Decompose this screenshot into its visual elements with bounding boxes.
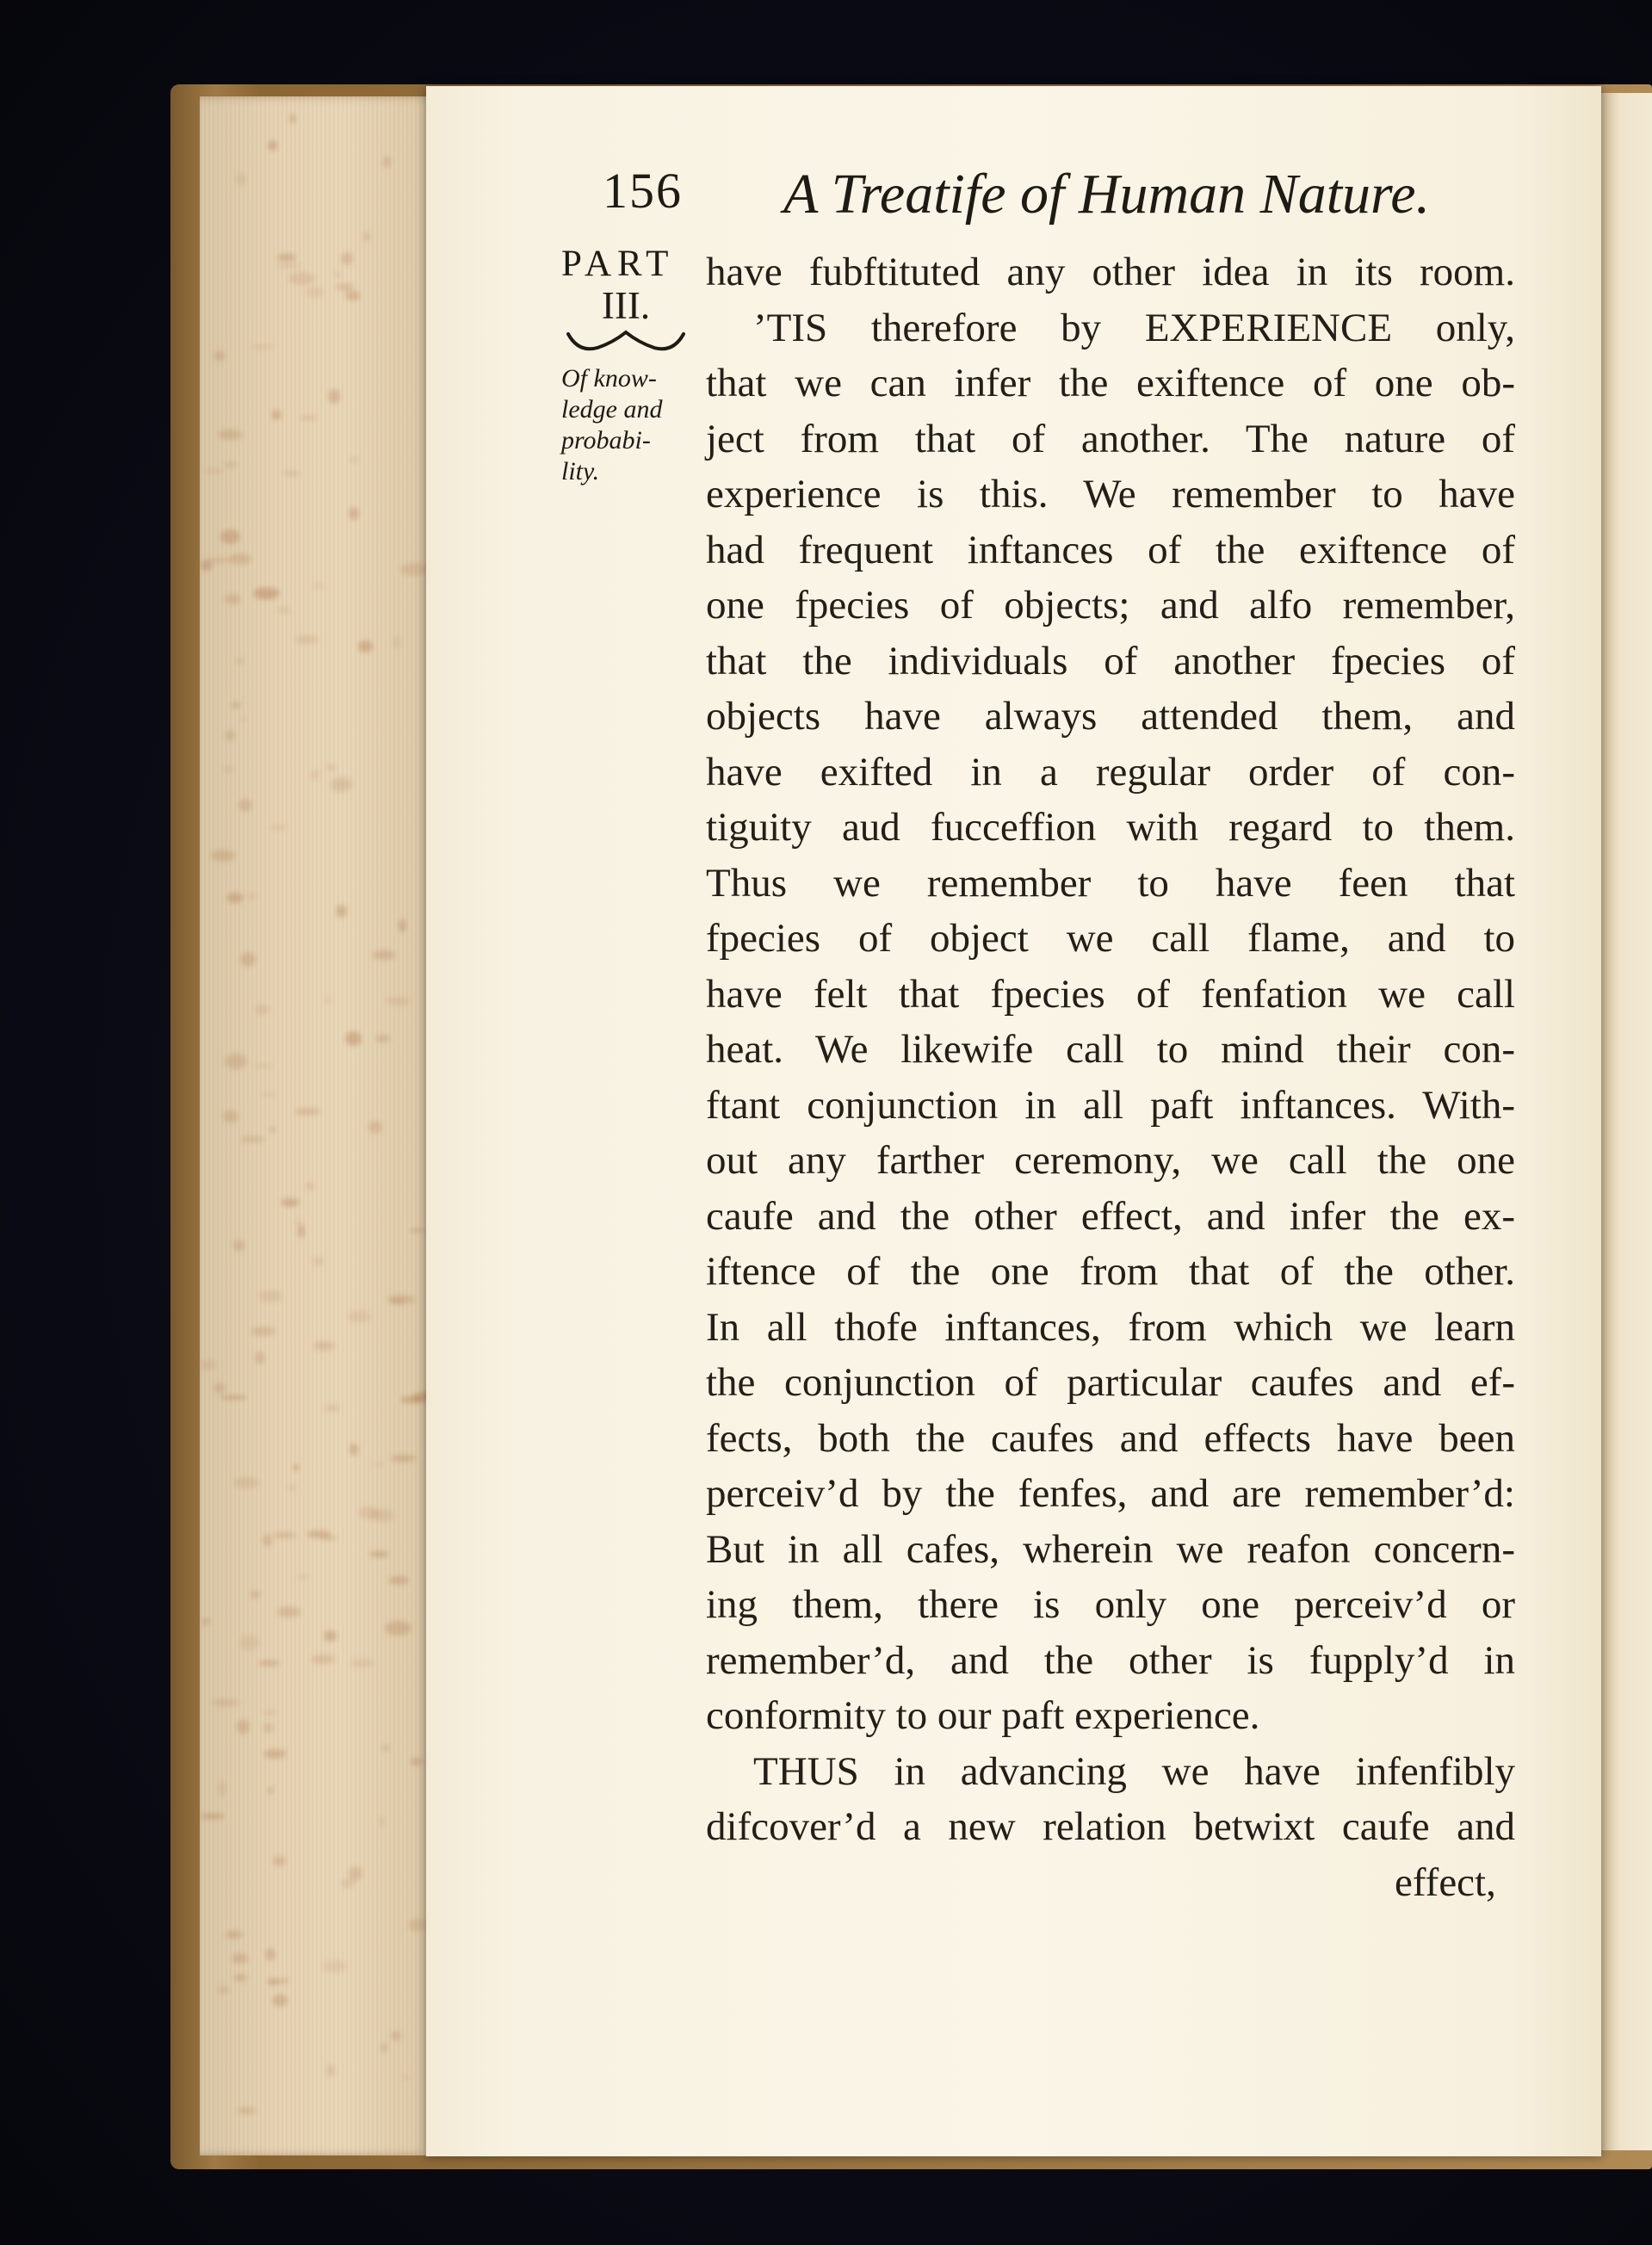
foxing-stain (224, 766, 232, 774)
side-note-line: probabi- (561, 426, 651, 455)
foxing-stain (226, 1931, 243, 1939)
foxing-stain (201, 1360, 217, 1369)
text-line: out any farther ceremony, we call the one (706, 1138, 1515, 1183)
text-line: fpecies of object we call flame, and to (706, 916, 1515, 961)
foxing-stain (400, 1396, 422, 1403)
foxing-stain (313, 1341, 335, 1351)
foxing-stain (211, 850, 236, 862)
side-note-line: lity. (561, 457, 600, 485)
text-line: have fubftituted any other idea in its room. (706, 250, 1515, 294)
foxing-stain (236, 659, 244, 664)
foxing-stain (240, 952, 256, 967)
running-head (603, 162, 1498, 257)
text-line: But in all cafes, wherein we reafon concern- (706, 1526, 1515, 1572)
foxing-stain (328, 389, 340, 404)
foxing-stain (336, 283, 354, 291)
foxing-stain (230, 702, 242, 708)
foxing-stain (220, 1395, 247, 1399)
text-line: ’TIS therefore by EXPERIENCE only, (753, 305, 1515, 350)
foxing-stain (214, 351, 225, 361)
text-line: remember’d, and the other is fupply’d in (706, 1637, 1515, 1683)
page-number: 156 (603, 163, 683, 219)
foxing-stain (251, 1327, 275, 1336)
foxing-stain (295, 1217, 301, 1227)
foxing-stain (410, 1758, 423, 1766)
text-line: heat. We likewife call to mind their con- (706, 1027, 1515, 1072)
foxing-stain (260, 1092, 276, 1097)
foxing-stain (201, 1814, 226, 1819)
foxing-stain (225, 1054, 247, 1069)
text-line: have felt that fpecies of fenfation we call (706, 971, 1515, 1017)
foxing-stain (349, 1866, 362, 1881)
foxing-stain (223, 1110, 238, 1123)
foxing-stain (341, 252, 352, 265)
foxing-stain (225, 462, 237, 467)
text-line: that we can infer the exiftence of one ob- (706, 361, 1515, 405)
foxing-stain (381, 2043, 387, 2053)
foxing-stain (218, 430, 243, 440)
foxing-stain (273, 1856, 286, 1866)
foxing-stain (204, 469, 224, 473)
facing-page-edge (1597, 93, 1652, 2150)
foxing-stain (349, 507, 359, 520)
foxing-stain (325, 1406, 339, 1411)
foxing-stain (379, 1816, 385, 1827)
foxing-stain (281, 1198, 300, 1207)
foxing-stain (383, 156, 391, 168)
side-note-line: ledge and (561, 395, 663, 424)
part-number: III. (601, 284, 651, 327)
foxing-stain (238, 799, 252, 813)
foxing-stain (263, 1722, 273, 1734)
foxing-stain (336, 905, 346, 917)
foxing-stain (393, 636, 400, 649)
text-line: caufe and the other effect, and infer the ex- (706, 1193, 1515, 1239)
foxing-stain (375, 1462, 384, 1467)
foxing-stain (212, 1699, 239, 1706)
margin-note (561, 243, 708, 487)
catchword: effect, (1395, 1860, 1496, 1905)
foxing-stain (362, 232, 370, 241)
text-line: iftence of the one from that of the other. (706, 1249, 1515, 1294)
foxing-stain (331, 777, 351, 792)
foxing-stain (255, 1005, 269, 1016)
foxing-stain (202, 1619, 209, 1624)
side-note-line: Of know- (561, 364, 657, 393)
foxing-stain (226, 893, 244, 903)
text-line: that the individuals of another fpecies of (706, 638, 1515, 683)
foxing-stain (300, 416, 317, 420)
foxing-stain (306, 287, 324, 298)
foxing-stain (258, 1661, 280, 1666)
text-line: ject from that of another. The nature of (706, 416, 1515, 461)
foxing-stain (233, 1477, 261, 1488)
foxing-stain (311, 1654, 336, 1665)
text-line: fects, both the caufes and effects have been (706, 1415, 1515, 1461)
foxing-stain (201, 560, 212, 571)
foxing-stain (399, 919, 406, 932)
brace-ornament-icon (561, 325, 690, 360)
foxing-stain (312, 1258, 324, 1264)
foxing-stain (288, 1486, 295, 1490)
foxing-stain (259, 1290, 282, 1302)
foxing-stain (321, 1537, 337, 1540)
text-line: the conjunction of particular caufes and ef- (706, 1360, 1515, 1405)
foxing-stain (276, 1606, 301, 1617)
text-line: ftant conjunction in all paft inftances. With- (706, 1082, 1515, 1128)
text-line: Thus we remember to have feen that (706, 860, 1515, 906)
foxing-stain (248, 892, 256, 900)
foxing-stain (350, 1444, 358, 1456)
foxing-stain (268, 140, 277, 150)
foxing-stain (239, 1636, 260, 1650)
text-line: tiguity aud fucceffion with regard to them. (706, 805, 1515, 850)
body-text (706, 244, 1515, 1855)
foxing-stain (250, 1591, 261, 1599)
foxing-stain (325, 996, 331, 1004)
foxing-stain (281, 1978, 288, 1983)
text-line: had frequent inftances of the exiftence of (706, 527, 1515, 572)
foxing-stain (217, 1986, 230, 1994)
foxing-stain (402, 2075, 411, 2080)
foxing-stain (334, 273, 343, 276)
foxing-stain (312, 584, 325, 588)
foxing-stain (297, 1575, 308, 1579)
foxing-stain (277, 254, 297, 261)
side-note (561, 363, 699, 487)
foxing-stain (265, 1948, 275, 1960)
foxing-stain (283, 472, 300, 475)
foxing-stain (369, 1551, 389, 1557)
foxing-stain (400, 563, 427, 576)
foxing-stain (326, 2064, 334, 2076)
page-fore-edge (200, 96, 439, 2155)
foxing-stain (236, 173, 246, 187)
foxing-stain (345, 1031, 362, 1046)
foxing-stain (288, 272, 315, 285)
foxing-stain (345, 291, 361, 300)
foxing-stain (252, 345, 273, 349)
foxing-stain (226, 730, 235, 741)
foxing-stain (234, 1974, 247, 1981)
foxing-stain (348, 457, 361, 461)
text-line: perceiv’d by the fenfes, and are remember’d: (706, 1471, 1515, 1516)
foxing-stain (275, 263, 302, 268)
text-line: have exifted in a regular order of con- (706, 749, 1515, 795)
foxing-stain (232, 1953, 248, 1964)
foxing-stain (268, 1787, 273, 1794)
running-title: A Treatife of Human Nature. (783, 163, 1431, 226)
text-line: In all thofe inftances, from which we learn (706, 1304, 1515, 1350)
text-line: experience is this. We remember to have (706, 472, 1515, 516)
foxing-stain (263, 1534, 272, 1548)
foxing-stain (391, 2031, 401, 2042)
foxing-stain (218, 1781, 226, 1797)
foxing-stain (387, 1295, 415, 1303)
foxing-stain (255, 1351, 266, 1364)
foxing-stain (358, 1506, 379, 1519)
foxing-stain (309, 770, 320, 779)
foxing-stain (274, 1532, 296, 1538)
foxing-stain (263, 1710, 276, 1716)
foxing-stain (267, 1978, 281, 1984)
foxing-stain (253, 587, 280, 598)
foxing-stain (358, 640, 372, 652)
part-label: PART (561, 244, 675, 284)
foxing-stain (326, 765, 335, 770)
foxing-stain (277, 608, 291, 613)
foxing-stain (324, 1630, 337, 1642)
foxing-stain (323, 1960, 347, 1973)
foxing-stain (271, 410, 282, 420)
foxing-stain (388, 1576, 410, 1585)
foxing-stain (263, 1749, 287, 1760)
foxing-stain (237, 1720, 251, 1733)
foxing-stain (240, 717, 247, 721)
foxing-stain (269, 1127, 275, 1132)
text-line: one fpecies of objects; and alfo remember, (706, 583, 1515, 628)
foxing-stain (385, 1621, 411, 1636)
text-line: conformity to our paft experience. (706, 1693, 1260, 1738)
foxing-stain (289, 114, 297, 123)
foxing-stain (341, 1879, 354, 1888)
text-line: THUS in advancing we have infenfibly (753, 1748, 1515, 1794)
text-line: ing them, there is only one perceiv’d or (706, 1582, 1515, 1627)
foxing-stain (372, 950, 396, 960)
foxing-stain (386, 997, 411, 1005)
foxing-stain (293, 1464, 300, 1471)
foxing-stain (294, 635, 319, 644)
foxing-stain (269, 826, 287, 829)
foxing-stain (408, 1919, 426, 1932)
foxing-stain (409, 1228, 424, 1233)
foxing-stain (294, 1108, 321, 1116)
foxing-stain (375, 1035, 390, 1042)
foxing-stain (237, 2107, 257, 2114)
foxing-stain (381, 1746, 389, 1751)
foxing-stain (213, 1382, 226, 1394)
text-line: objects have always attended them, and (706, 694, 1515, 739)
foxing-stain (225, 594, 241, 604)
foxing-stain (348, 1310, 372, 1322)
foxing-stain (233, 1240, 244, 1251)
foxing-stain (368, 1121, 382, 1134)
foxing-stain (254, 1064, 273, 1069)
foxing-stain (272, 1995, 288, 2007)
text-line: difcover’d a new relation betwixt caufe and (706, 1804, 1515, 1849)
foxing-stain (240, 1136, 266, 1141)
foxing-stain (298, 1225, 305, 1237)
foxing-stain (220, 529, 240, 544)
foxing-stain (350, 1659, 373, 1667)
foxing-stain (306, 1183, 312, 1190)
foxing-stain (390, 1455, 417, 1462)
foxing-stain (229, 554, 251, 565)
